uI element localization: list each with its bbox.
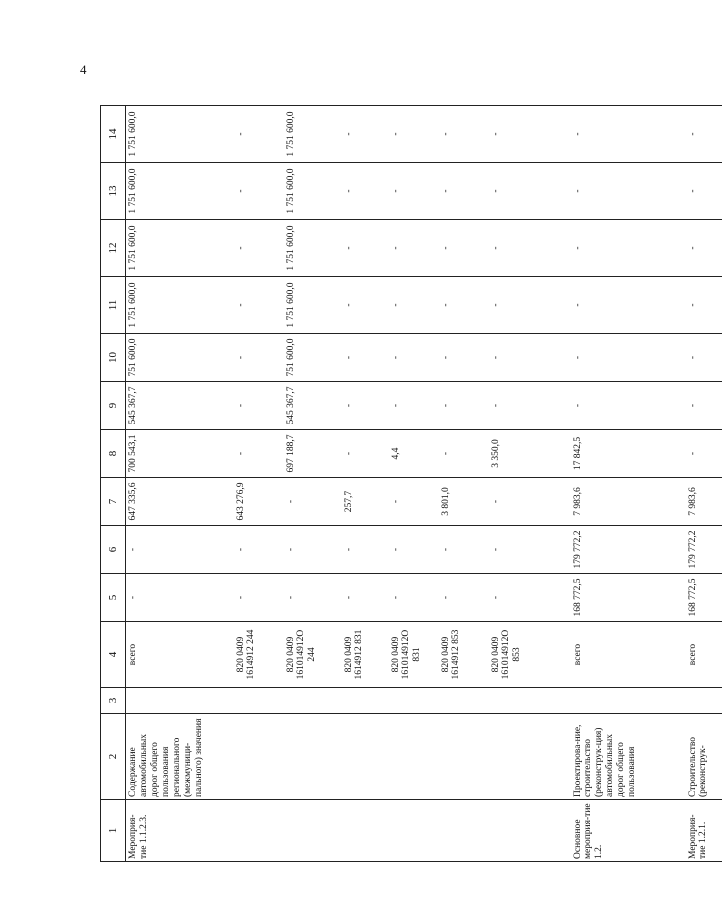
table-row xyxy=(126,106,234,862)
cell-value: - xyxy=(686,334,722,382)
table-row xyxy=(342,106,389,862)
cell-value: 1 751 600,0 xyxy=(284,220,342,277)
cell-value: - xyxy=(234,163,284,220)
cell-value: - xyxy=(389,382,439,430)
cell-value: - xyxy=(571,277,686,334)
cell-value: - xyxy=(389,220,439,277)
cell-activity-number: Основное мероприя-тие 1.2. xyxy=(571,800,686,862)
cell-activity-name: Содержание автомобильных дорог общего пользования регионального (межмуници-пального) значения xyxy=(126,714,234,800)
cell-budget-code: 820 0409 1614912 244 xyxy=(234,622,284,688)
cell-value: - xyxy=(686,430,722,478)
cell-value: - xyxy=(234,220,284,277)
cell-activity-name xyxy=(489,714,571,800)
column-header: 1 xyxy=(101,800,126,862)
cell-budget-code: всего xyxy=(686,622,722,688)
cell-value: - xyxy=(342,574,389,622)
cell-value: - xyxy=(342,277,389,334)
cell-value: 168 772,5 xyxy=(571,574,686,622)
cell-value: 1 751 600,0 xyxy=(126,163,234,220)
cell-value: - xyxy=(489,478,571,526)
cell-value: - xyxy=(389,277,439,334)
cell-activity-number xyxy=(389,800,439,862)
cell-activity-number xyxy=(234,800,284,862)
cell-value: 647 335,6 xyxy=(126,478,234,526)
cell-budget-code: 820 0409 1614912 831 xyxy=(342,622,389,688)
cell-col3 xyxy=(234,688,284,714)
cell-budget-code: всего xyxy=(126,622,234,688)
cell-value: 4,4 xyxy=(389,430,439,478)
table-row xyxy=(686,106,722,862)
cell-value: - xyxy=(342,430,389,478)
cell-value: - xyxy=(571,163,686,220)
cell-value: 1 751 600,0 xyxy=(284,163,342,220)
cell-value: - xyxy=(234,574,284,622)
cell-value: - xyxy=(234,382,284,430)
cell-activity-number xyxy=(342,800,389,862)
cell-value: - xyxy=(489,106,571,163)
cell-value: - xyxy=(489,382,571,430)
cell-value: 1 751 600,0 xyxy=(126,220,234,277)
budget-table xyxy=(100,105,722,862)
column-header: 14 xyxy=(101,106,126,163)
cell-value: - xyxy=(342,334,389,382)
cell-col3 xyxy=(489,688,571,714)
cell-value: - xyxy=(489,220,571,277)
cell-value: - xyxy=(489,526,571,574)
column-header: 4 xyxy=(101,622,126,688)
cell-col3 xyxy=(126,688,234,714)
cell-col3 xyxy=(439,688,489,714)
table-header-row xyxy=(101,106,126,862)
cell-value: - xyxy=(439,430,489,478)
cell-value: - xyxy=(439,163,489,220)
column-header: 12 xyxy=(101,220,126,277)
column-header: 10 xyxy=(101,334,126,382)
cell-value: - xyxy=(389,334,439,382)
cell-value: - xyxy=(389,478,439,526)
cell-value: - xyxy=(686,163,722,220)
cell-value: - xyxy=(342,526,389,574)
table-row xyxy=(439,106,489,862)
cell-value: - xyxy=(571,382,686,430)
rotated-page-content xyxy=(100,68,709,862)
cell-activity-name xyxy=(284,714,342,800)
table-row xyxy=(571,106,686,862)
cell-value: - xyxy=(571,334,686,382)
table-row xyxy=(284,106,342,862)
column-header: 3 xyxy=(101,688,126,714)
cell-value: - xyxy=(234,526,284,574)
cell-value: 545 367,7 xyxy=(126,382,234,430)
cell-value: - xyxy=(489,163,571,220)
cell-value: 168 772,5 xyxy=(686,574,722,622)
cell-activity-number: Мероприя-тие 1.1.2.3. xyxy=(126,800,234,862)
cell-value: - xyxy=(284,526,342,574)
cell-value: - xyxy=(389,106,439,163)
cell-value: - xyxy=(489,334,571,382)
column-header: 6 xyxy=(101,526,126,574)
column-header: 11 xyxy=(101,277,126,334)
table-row xyxy=(389,106,439,862)
cell-value: - xyxy=(342,382,389,430)
cell-value: - xyxy=(439,574,489,622)
cell-col3 xyxy=(389,688,439,714)
column-header: 2 xyxy=(101,714,126,800)
cell-value: 257,7 xyxy=(342,478,389,526)
cell-activity-name xyxy=(439,714,489,800)
cell-value: - xyxy=(686,106,722,163)
cell-value: 697 188,7 xyxy=(284,430,342,478)
cell-value: 1 751 600,0 xyxy=(126,106,234,163)
cell-activity-name: Строительство (реконструк- xyxy=(686,714,722,800)
cell-value: - xyxy=(342,163,389,220)
cell-value: - xyxy=(234,277,284,334)
cell-value: - xyxy=(126,526,234,574)
cell-value: - xyxy=(489,574,571,622)
cell-value: - xyxy=(686,220,722,277)
cell-value: - xyxy=(389,574,439,622)
cell-col3 xyxy=(571,688,686,714)
cell-value: 751 600,0 xyxy=(126,334,234,382)
column-header: 9 xyxy=(101,382,126,430)
cell-activity-name: Проектирова-ние, строительство (реконструк-ция) автомобильных дорог общего пользования xyxy=(571,714,686,800)
cell-value: - xyxy=(439,334,489,382)
cell-value: 700 543,1 xyxy=(126,430,234,478)
cell-value: - xyxy=(126,574,234,622)
cell-budget-code: 820 0409 1614912 853 xyxy=(439,622,489,688)
cell-budget-code: 820 0409 161014912О 831 xyxy=(389,622,439,688)
cell-budget-code: 820 0409 161014912О 244 xyxy=(284,622,342,688)
cell-activity-name xyxy=(234,714,284,800)
cell-value: - xyxy=(686,382,722,430)
page-number: 4 xyxy=(80,62,87,77)
cell-activity-name xyxy=(342,714,389,800)
column-header: 5 xyxy=(101,574,126,622)
cell-value: - xyxy=(284,574,342,622)
cell-value: 3 350,0 xyxy=(489,430,571,478)
cell-value: 3 801,0 xyxy=(439,478,489,526)
cell-value: 545 367,7 xyxy=(284,382,342,430)
cell-value: - xyxy=(439,106,489,163)
cell-value: - xyxy=(342,220,389,277)
cell-value: - xyxy=(439,220,489,277)
cell-value: 7 983,6 xyxy=(686,478,722,526)
column-header: 7 xyxy=(101,478,126,526)
cell-activity-number xyxy=(284,800,342,862)
cell-value: - xyxy=(389,163,439,220)
cell-value: - xyxy=(571,220,686,277)
cell-value: 1 751 600,0 xyxy=(126,277,234,334)
column-header: 13 xyxy=(101,163,126,220)
cell-col3 xyxy=(686,688,722,714)
table-row xyxy=(489,106,571,862)
cell-value: 179 772,2 xyxy=(686,526,722,574)
cell-value: 179 772,2 xyxy=(571,526,686,574)
cell-value: - xyxy=(342,106,389,163)
cell-value: 643 276,9 xyxy=(234,478,284,526)
cell-col3 xyxy=(284,688,342,714)
cell-value: 1 751 600,0 xyxy=(284,277,342,334)
cell-value: - xyxy=(234,106,284,163)
cell-activity-number xyxy=(489,800,571,862)
cell-value: 7 983,6 xyxy=(571,478,686,526)
cell-col3 xyxy=(342,688,389,714)
cell-value: - xyxy=(284,478,342,526)
cell-value: - xyxy=(571,106,686,163)
cell-value: 17 842,5 xyxy=(571,430,686,478)
cell-value: - xyxy=(439,277,489,334)
cell-activity-number xyxy=(439,800,489,862)
cell-budget-code: 820 0409 161014912О 853 xyxy=(489,622,571,688)
cell-budget-code: всего xyxy=(571,622,686,688)
cell-value: - xyxy=(489,277,571,334)
cell-value: - xyxy=(234,334,284,382)
cell-value: 751 600,0 xyxy=(284,334,342,382)
cell-value: - xyxy=(389,526,439,574)
cell-value: - xyxy=(234,430,284,478)
cell-value: - xyxy=(686,277,722,334)
cell-activity-number: Мероприя-тие 1.2.1. xyxy=(686,800,722,862)
cell-value: 1 751 600,0 xyxy=(284,106,342,163)
cell-activity-name xyxy=(389,714,439,800)
column-header: 8 xyxy=(101,430,126,478)
cell-value: - xyxy=(439,382,489,430)
table-row xyxy=(234,106,284,862)
cell-value: - xyxy=(439,526,489,574)
